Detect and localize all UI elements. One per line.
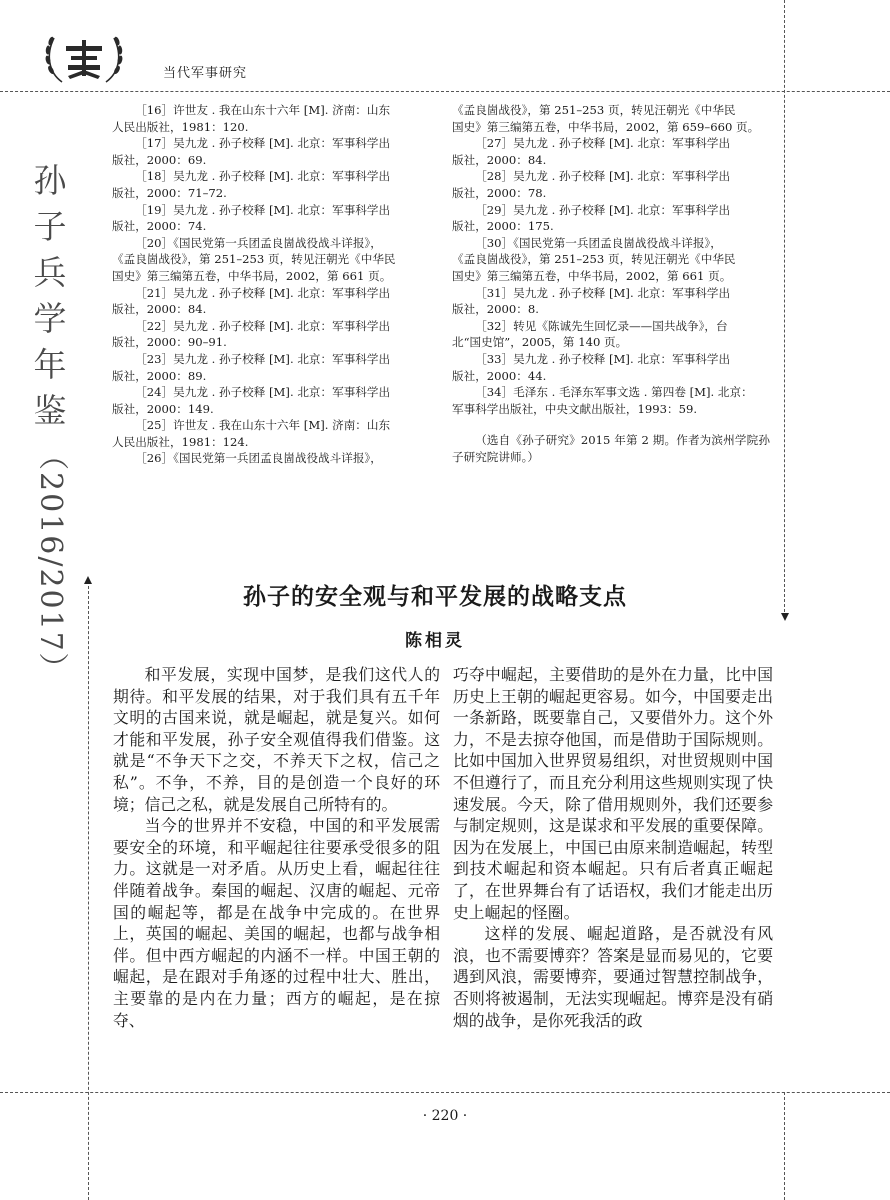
article-author: 陈相灵 — [405, 631, 465, 651]
journal-logo — [38, 26, 130, 88]
references-right-column — [452, 102, 770, 465]
side-title-char: 鉴 — [33, 391, 67, 430]
reference-line: ［16］许世友 . 我在山东十六年 [M]. 济南：山东 — [135, 103, 391, 117]
body-paragraph: 当今的世界并不安稳，中国的和平发展需要安全的环境，和平崛起往往要承受很多的阻力。这就是一对矛盾。从历史上看，崛起往往伴随着战争。秦国的崛起、汉唐的崛起、元帝国的崛起等，都是在战争中完成的。在世界上，英国的崛起、美国的崛起，也都与战争相伴。但中西方崛起的内涵不一样。中国王朝的崛起，是在跟对手角逐的过程中壮大、胜出，主要靠的是内在力量；西方的崛起，是在掠夺、 — [113, 816, 440, 1030]
reference-line: 版社，2000：74. — [112, 219, 207, 234]
reference-line: ［19］吴九龙 . 孙子校释 [M]. 北京：军事科学出 — [135, 202, 391, 217]
footer-rule — [0, 1092, 890, 1093]
reference-line: ［23］吴九龙 . 孙子校释 [M]. 北京：军事科学出 — [135, 351, 391, 366]
right-frame-line-top — [784, 0, 785, 612]
reference-line: ［18］吴九龙 . 孙子校释 [M]. 北京：军事科学出 — [135, 169, 391, 184]
reference-line: 国史》第三编第五卷，中华书局，2002，第 661 页。 — [452, 268, 732, 283]
article-left-column — [113, 664, 440, 1031]
header-rule — [0, 91, 890, 92]
reference-line: ［22］吴九龙 . 孙子校释 [M]. 北京：军事科学出 — [135, 318, 391, 333]
reference-line: 版社，2000：84. — [452, 152, 547, 167]
body-paragraph: 这样的发展、崛起道路，是否就没有风浪，也不需要博弈？答案是显而易见的，它要遇到风浪，需要博弈，要通过智慧控制战争，否则将被遏制，无法实现崛起。博弈是没有硝烟的战争，是你死我活的政 — [453, 924, 773, 1030]
side-title-year: （2016/2017） — [33, 440, 68, 685]
reference-line: ［34］毛泽东 . 毛泽东军事文选 . 第四卷 [M]. 北京： — [475, 385, 753, 400]
reference-line: ［28］吴九龙 . 孙子校释 [M]. 北京：军事科学出 — [475, 169, 731, 184]
reference-line: ［21］吴九龙 . 孙子校释 [M]. 北京：军事科学出 — [135, 285, 391, 300]
reference-line: 《孟良崮战役》，第 251–253 页，转见汪朝光《中华民 — [452, 103, 736, 117]
side-title-char: 年 — [33, 345, 67, 384]
reference-line: 版社，2000：89. — [112, 368, 207, 383]
reference-line: 版社，2000：8. — [452, 302, 539, 317]
reference-line: 版社，2000：78. — [452, 185, 547, 200]
source-note: （选自《孙子研究》2015 年第 2 期。作者为滨州学院孙子研究院讲师。） — [452, 433, 770, 464]
reference-line: 版社，2000：175. — [452, 219, 554, 234]
reference-line: ［20］《国民党第一兵团孟良崮战役战斗详报》， — [135, 235, 382, 250]
reference-line: 人民出版社，1981：120. — [112, 119, 249, 134]
reference-line: ［26］《国民党第一兵团孟良崮战役战斗详报》， — [135, 451, 382, 466]
reference-line: 人民出版社，1981：124. — [112, 434, 249, 449]
reference-line: 版社，2000：149. — [112, 401, 214, 416]
article-title: 孙子的安全观与和平发展的战略支点 — [243, 583, 627, 610]
reference-line: ［33］吴九龙 . 孙子校释 [M]. 北京：军事科学出 — [475, 351, 731, 366]
body-paragraph: 和平发展，实现中国梦，是我们这代人的期待。和平发展的结果，对于我们具有五千年文明的古国来说，就是崛起，就是复兴。如何才能和平发展，孙子安全观值得我们借鉴。这就是“不争天下之交，不养天下之权，信己之私”。不争，不养，目的是创造一个良好的环境；信己之私，就是发展自己所特有的。 — [113, 665, 440, 814]
reference-line: 军事科学出版社，中央文献出版社，1993：59. — [452, 401, 698, 416]
reference-line: 版社，2000：84. — [112, 302, 207, 317]
side-title-char: 兵 — [33, 253, 67, 292]
reference-line: ［31］吴九龙 . 孙子校释 [M]. 北京：军事科学出 — [475, 285, 731, 300]
reference-line: ［25］许世友 . 我在山东十六年 [M]. 济南：山东 — [135, 418, 391, 433]
arrow-up-icon — [84, 576, 92, 584]
yearbook-side-title — [22, 158, 78, 685]
reference-line: 国史》第三编第五卷，中华书局，2002，第 659–660 页。 — [452, 119, 760, 134]
reference-line: 《孟良崮战役》，第 251–253 页，转见汪朝光《中华民 — [112, 252, 396, 267]
article-right-column — [453, 664, 773, 1031]
references-left-column — [112, 102, 437, 467]
reference-line: ［27］吴九龙 . 孙子校释 [M]. 北京：军事科学出 — [475, 136, 731, 151]
reference-line: 国史》第三编第五卷，中华书局，2002，第 661 页。 — [112, 268, 392, 283]
reference-line: ［29］吴九龙 . 孙子校释 [M]. 北京：军事科学出 — [475, 202, 731, 217]
side-title-char: 学 — [33, 299, 67, 338]
reference-line: 版社，2000：44. — [452, 368, 547, 383]
body-paragraph: 巧夺中崛起，主要借助的是外在力量，比中国历史上王朝的崛起更容易。如今，中国要走出一条新路，既要靠自己，又要借外力。这个外力，不是去掠夺他国，而是借助于国际规则。比如中国加入世界贸易组织，对世贸规则中国不但遵行了，而且充分利用这些规则实现了快速发展。今天，除了借用规则外，我们还要参与制定规则，这是谋求和平发展的重要保障。因为在发展上，中国已由原来制造崛起，转型到技术崛起和资本崛起。只有后者真正崛起了，在世界舞台有了话语权，我们才能走出历史上崛起的怪圈。 — [453, 665, 773, 922]
page-number: · 220 · — [422, 1108, 468, 1124]
side-title-char: 孙 — [33, 161, 67, 200]
reference-line: ［24］吴九龙 . 孙子校释 [M]. 北京：军事科学出 — [135, 385, 391, 400]
reference-line: 版社，2000：69. — [112, 152, 207, 167]
reference-line: 《孟良崮战役》，第 251–253 页，转见汪朝光《中华民 — [452, 252, 736, 267]
journal-name: 当代军事研究 — [163, 66, 248, 81]
reference-line: ［30］《国民党第一兵团孟良崮战役战斗详报》， — [475, 235, 722, 250]
reference-line: ［17］吴九龙 . 孙子校释 [M]. 北京：军事科学出 — [135, 136, 391, 151]
arrow-down-icon — [781, 613, 789, 621]
reference-line: 版社，2000：90–91. — [112, 335, 227, 350]
side-title-char: 子 — [33, 207, 67, 246]
reference-line: 北“国史馆”，2005，第 140 页。 — [452, 335, 628, 350]
reference-line: 版社，2000：71–72. — [112, 185, 227, 200]
reference-line: ［32］转见《陈诚先生回忆录——国共战争》，台 — [475, 318, 728, 333]
